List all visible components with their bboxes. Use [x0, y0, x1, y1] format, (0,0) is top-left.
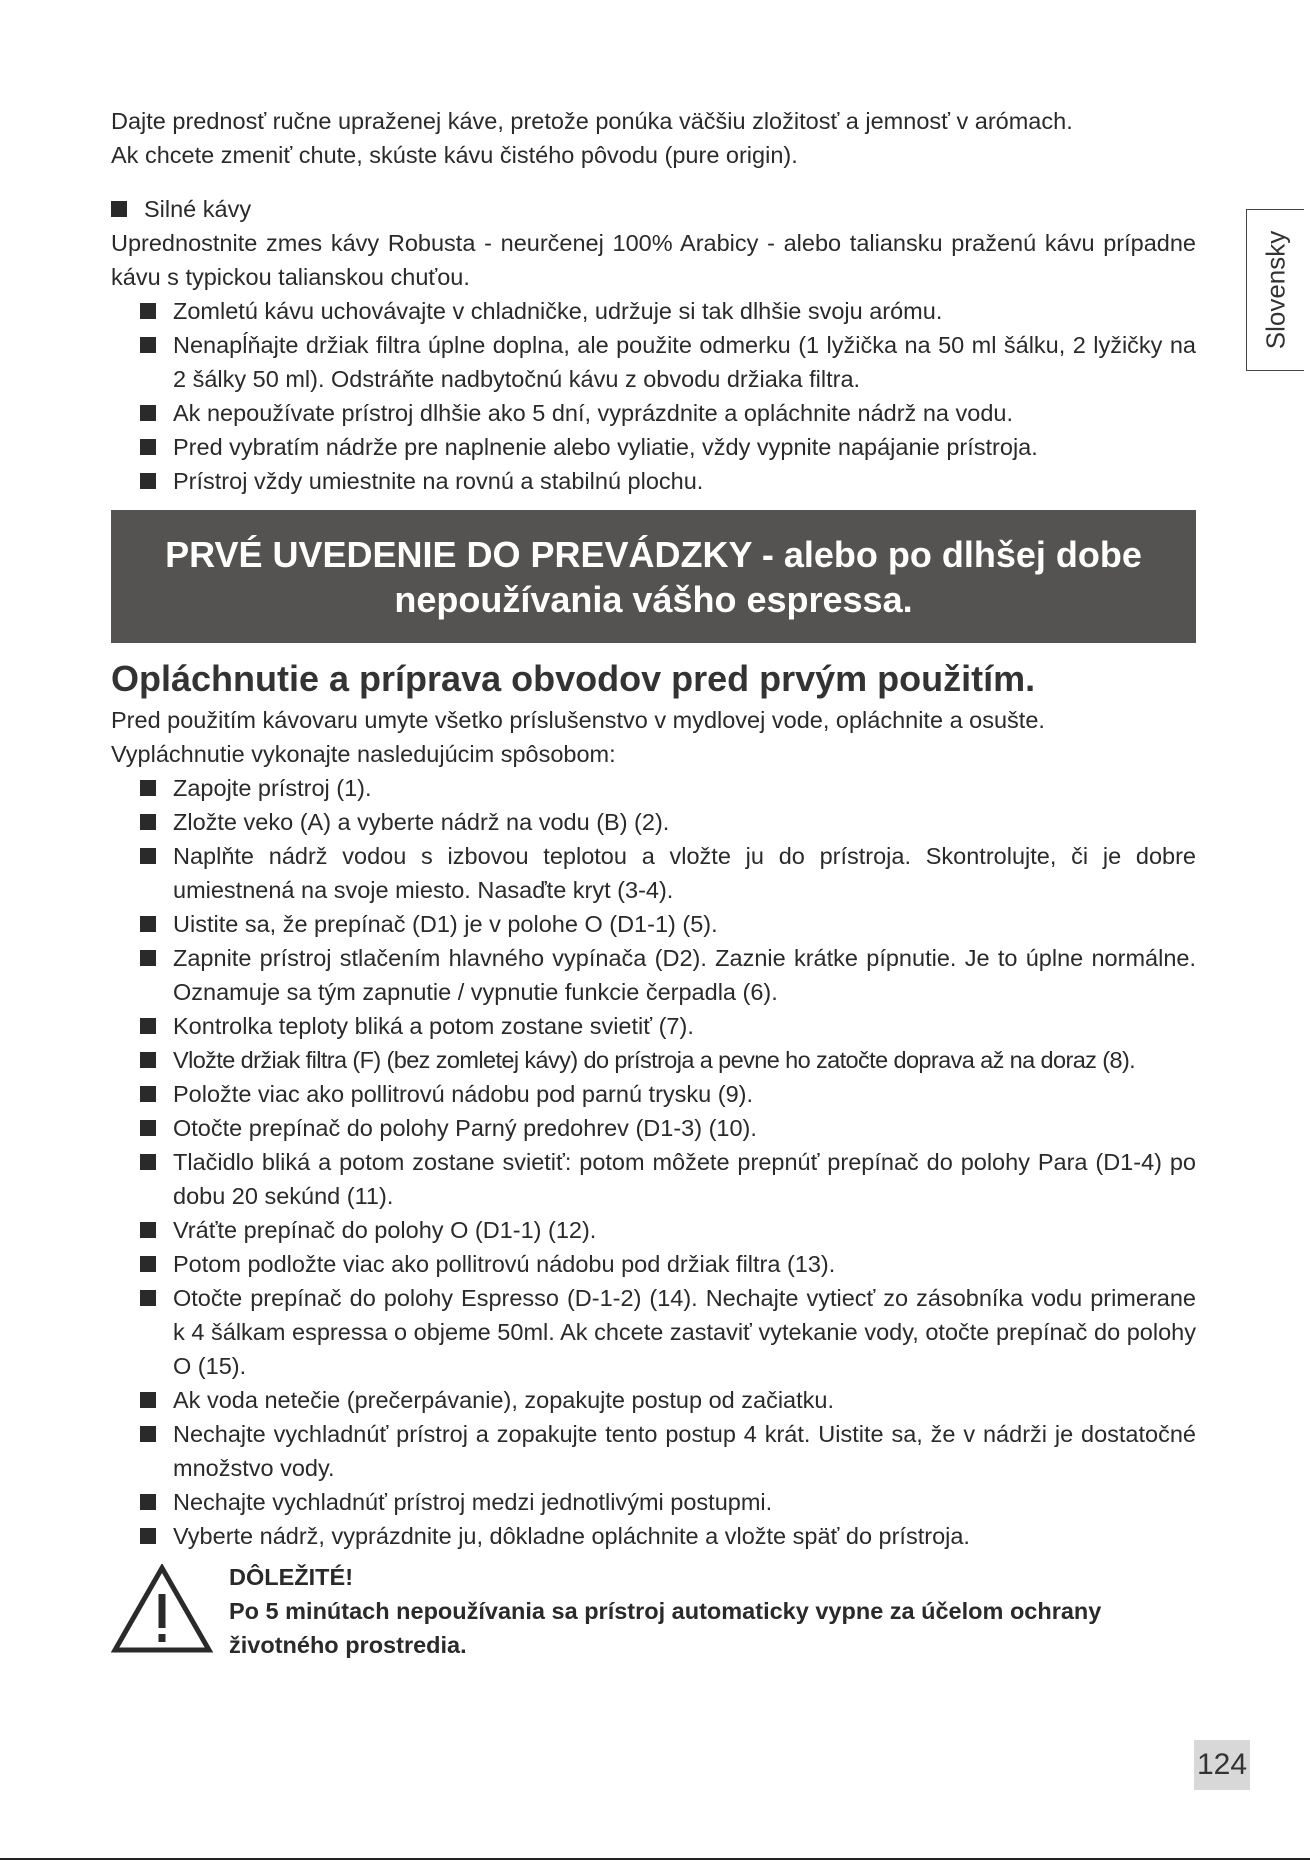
section-lead-2: Vypláchnutie vykonajte nasledujúcim spôsobom:: [111, 741, 616, 767]
intro-line-1: Dajte prednosť ručne upraženej káve, pretože ponúka väčšiu zložitosť a jemnosť v arómach.: [111, 108, 1073, 134]
list-item: Nenapĺňajte držiak filtra úplne doplna, ale použite odmerku (1 lyžička na 50 ml šálku, 2 lyžičky na 2 šálky 50 ml). Odstráňte nadbytočnú kávu z obvodu držiaka filtra.: [111, 328, 1196, 396]
list-item: Ak nepoužívate prístroj dlhšie ako 5 dní, vyprázdnite a opláchnite nádrž na vodu.: [111, 396, 1196, 430]
language-tab: [1246, 209, 1304, 371]
section-banner: [111, 510, 1196, 643]
list-item: Tlačidlo bliká a potom zostane svietiť: potom môžete prepnúť prepínač do polohy Para (D1-4) po dobu 20 sekúnd (11).: [111, 1145, 1196, 1213]
list-item: Otočte prepínač do polohy Espresso (D-1-2) (14). Nechajte vytiecť zo zásobníka vodu primerane k 4 šálkam espressa o objeme 50ml. Ak chcete zastaviť vytekanie vody, otočte prepínač do polohy O (15).: [111, 1281, 1196, 1383]
square-bullet-icon: [140, 1086, 156, 1102]
square-bullet-icon: [140, 1052, 156, 1068]
list-item: Zomletú kávu uchovávajte v chladničke, udržuje si tak dlhšie svoju arómu.: [111, 294, 1196, 328]
important-notice: [111, 1560, 1196, 1670]
list-item: Uistite sa, že prepínač (D1) je v polohe O (D1-1) (5).: [111, 907, 1196, 941]
square-bullet-icon: [140, 1494, 156, 1510]
list-item: Nechajte vychladnúť prístroj a zopakujte tento postup 4 krát. Uistite sa, že v nádrži je dostatočné množstvo vody.: [111, 1417, 1196, 1485]
section-lead-1: Pred použitím kávovaru umyte všetko príslušenstvo v mydlovej vode, opláchnite a osušte.: [111, 707, 1045, 733]
square-bullet-icon: [140, 439, 156, 455]
list-item: Vložte držiak filtra (F) (bez zomletej kávy) do prístroja a pevne ho zatočte doprava až na doraz (8).: [111, 1043, 1196, 1077]
list-item: Položte viac ako pollitrovú nádobu pod parnú trysku (9).: [111, 1077, 1196, 1111]
banner-line-2: nepoužívania vášho espressa.: [394, 578, 913, 620]
square-bullet-icon: [140, 1120, 156, 1136]
square-bullet-icon: [140, 1256, 156, 1272]
square-bullet-icon: [140, 405, 156, 421]
list-item: Vráťte prepínač do polohy O (D1-1) (12).: [111, 1213, 1196, 1247]
square-bullet-icon: [140, 1018, 156, 1034]
list-item: Pred vybratím nádrže pre naplnenie alebo vyliatie, vždy vypnite napájanie prístroja.: [111, 430, 1196, 464]
square-bullet-icon: [140, 473, 156, 489]
list-item: Zložte veko (A) a vyberte nádrž na vodu (B) (2).: [111, 805, 1196, 839]
square-bullet-icon: [140, 1392, 156, 1408]
square-bullet-icon: [140, 916, 156, 932]
section-heading: Opláchnutie a príprava obvodov pred prvým použitím.: [111, 658, 1036, 699]
page-number: 124: [1194, 1740, 1250, 1790]
language-tab-label: Slovensky: [1260, 230, 1290, 350]
list-item: Prístroj vždy umiestnite na rovnú a stabilnú plochu.: [111, 464, 1196, 498]
list-item: Zapnite prístroj stlačením hlavného vypínača (D2). Zaznie krátke pípnutie. Je to úplne normálne. Oznamuje sa tým zapnutie / vypnutie funkcie čerpadla (6).: [111, 941, 1196, 1009]
list-item: Ak voda netečie (prečerpávanie), zopakujte postup od začiatku.: [111, 1383, 1196, 1417]
list-item: Kontrolka teploty bliká a potom zostane svietiť (7).: [111, 1009, 1196, 1043]
square-bullet-icon: [140, 303, 156, 319]
list-item: Vyberte nádrž, vyprázdnite ju, dôkladne opláchnite a vložte späť do prístroja.: [111, 1519, 1196, 1553]
square-bullet-icon: [140, 1290, 156, 1306]
square-bullet-icon: [140, 1426, 156, 1442]
warning-title: DÔLEŽITÉ!: [229, 1564, 354, 1590]
warning-text: Po 5 minútach nepoužívania sa prístroj automaticky vypne za účelom ochrany životného prostredia.: [229, 1598, 1102, 1658]
square-bullet-icon: [140, 1222, 156, 1238]
warning-triangle-icon: [111, 1564, 213, 1654]
banner-line-1: PRVÉ UVEDENIE DO PREVÁDZKY - alebo po dlhšej dobe: [165, 533, 1142, 575]
square-bullet-icon: [140, 1154, 156, 1170]
list-item: Zapojte prístroj (1).: [111, 771, 1196, 805]
square-bullet-icon: [140, 780, 156, 796]
square-bullet-icon: [140, 337, 156, 353]
page-content: [111, 104, 1196, 1553]
strong-coffee-title: Silné kávy: [144, 196, 252, 222]
steps-list: [111, 771, 1196, 1553]
list-item: Otočte prepínač do polohy Parný predohrev (D1-3) (10).: [111, 1111, 1196, 1145]
intro-line-2: Ak chcete zmeniť chute, skúste kávu čistého pôvodu (pure origin).: [111, 142, 798, 168]
strong-coffee-text: Uprednostnite zmes kávy Robusta - neurčenej 100% Arabicy - alebo taliansku praženú kávu prípadne kávu s typickou talianskou chuťou.: [111, 230, 1196, 290]
square-bullet-icon: [140, 814, 156, 830]
square-bullet-icon: [140, 1528, 156, 1544]
strong-coffee-subheading: [111, 192, 1196, 226]
list-item: Potom podložte viac ako pollitrovú nádobu pod držiak filtra (13).: [111, 1247, 1196, 1281]
square-bullet-icon: [111, 201, 127, 217]
tips-list: [111, 294, 1196, 498]
square-bullet-icon: [140, 848, 156, 864]
square-bullet-icon: [140, 950, 156, 966]
list-item: Nechajte vychladnúť prístroj medzi jednotlivými postupmi.: [111, 1485, 1196, 1519]
list-item: Naplňte nádrž vodou s izbovou teplotou a vložte ju do prístroja. Skontrolujte, či je dobre umiestnená na svoje miesto. Nasaďte kryt (3-4).: [111, 839, 1196, 907]
